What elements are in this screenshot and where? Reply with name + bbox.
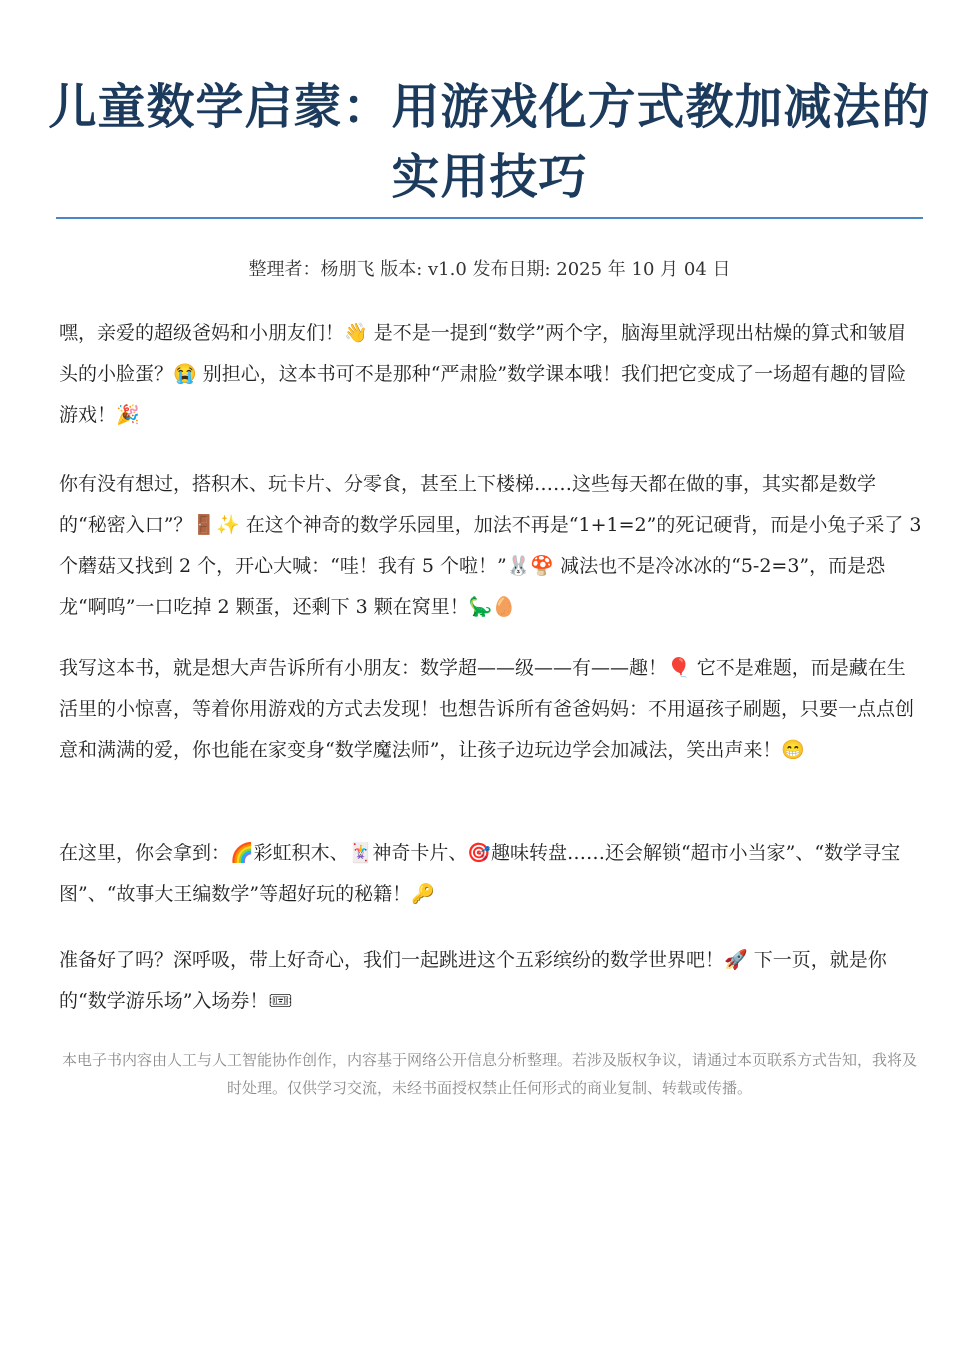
page-title: 儿童数学启蒙：用游戏化方式教加减法的实用技巧	[48, 79, 931, 205]
intro-paragraph-1: 嘿，亲爱的超级爸妈和小朋友们！👋 是不是一提到“数学”两个字，脑海里就浮现出枯燥的算式和皱眉头的小脸蛋？😭 别担心，这本书可不是那种“严肃脸”数学课本哦！我们把它变成了一场超有趣的冒险游戏！🎉	[59, 322, 907, 426]
document-meta: 整理者：杨朋飞 版本: v1.0 发布日期: 2025 年 10 月 04 日	[248, 259, 731, 280]
intro-paragraph-2: 你有没有想过，搭积木、玩卡片、分零食，甚至上下楼梯……这些每天都在做的事，其实都是数学的“秘密入口”？🚪✨ 在这个神奇的数学乐园里，加法不再是“1+1=2”的死记硬背，而是小兔子采了 3 个蘑菇又找到 2 个，开心大喊：“哇！我有 5 个啦！”🐰🍄 减法也不是冷冰冰的“5-2=3”，而是恐龙“啊呜”一口吃掉 2 颗蛋，还剩下 3 颗在窝里！🦕🥚	[59, 473, 922, 618]
intro-paragraph-5: 准备好了吗？深呼吸，带上好奇心，我们一起跳进这个五彩缤纷的数学世界吧！🚀 下一页，就是你的“数学游乐场”入场券！🎟	[59, 949, 887, 1012]
intro-paragraph-3: 我写这本书，就是想大声告诉所有小朋友：数学超——级——有——趣！🎈 它不是难题，而是藏在生活里的小惊喜，等着你用游戏的方式去发现！也想告诉所有爸爸妈妈：不用逼孩子刷题，只要一点点创意和满满的爱，你也能在家变身“数学魔法师”，让孩子边玩边学会加减法，笑出声来！😁	[59, 657, 915, 761]
title-divider	[56, 217, 923, 219]
copyright-disclaimer: 本电子书内容由人工与人工智能协作创作，内容基于网络公开信息分析整理。若涉及版权争议，请通过本页联系方式告知，我将及时处理。仅供学习交流，未经书面授权禁止任何形式的商业复制、转载或传播。	[61, 1051, 917, 1097]
intro-paragraph-4: 在这里，你会拿到：🌈彩虹积木、🃏神奇卡片、🎯趣味转盘……还会解锁“超市小当家”、“数学寻宝图”、“故事大王编数学”等超好玩的秘籍！🔑	[59, 842, 901, 905]
